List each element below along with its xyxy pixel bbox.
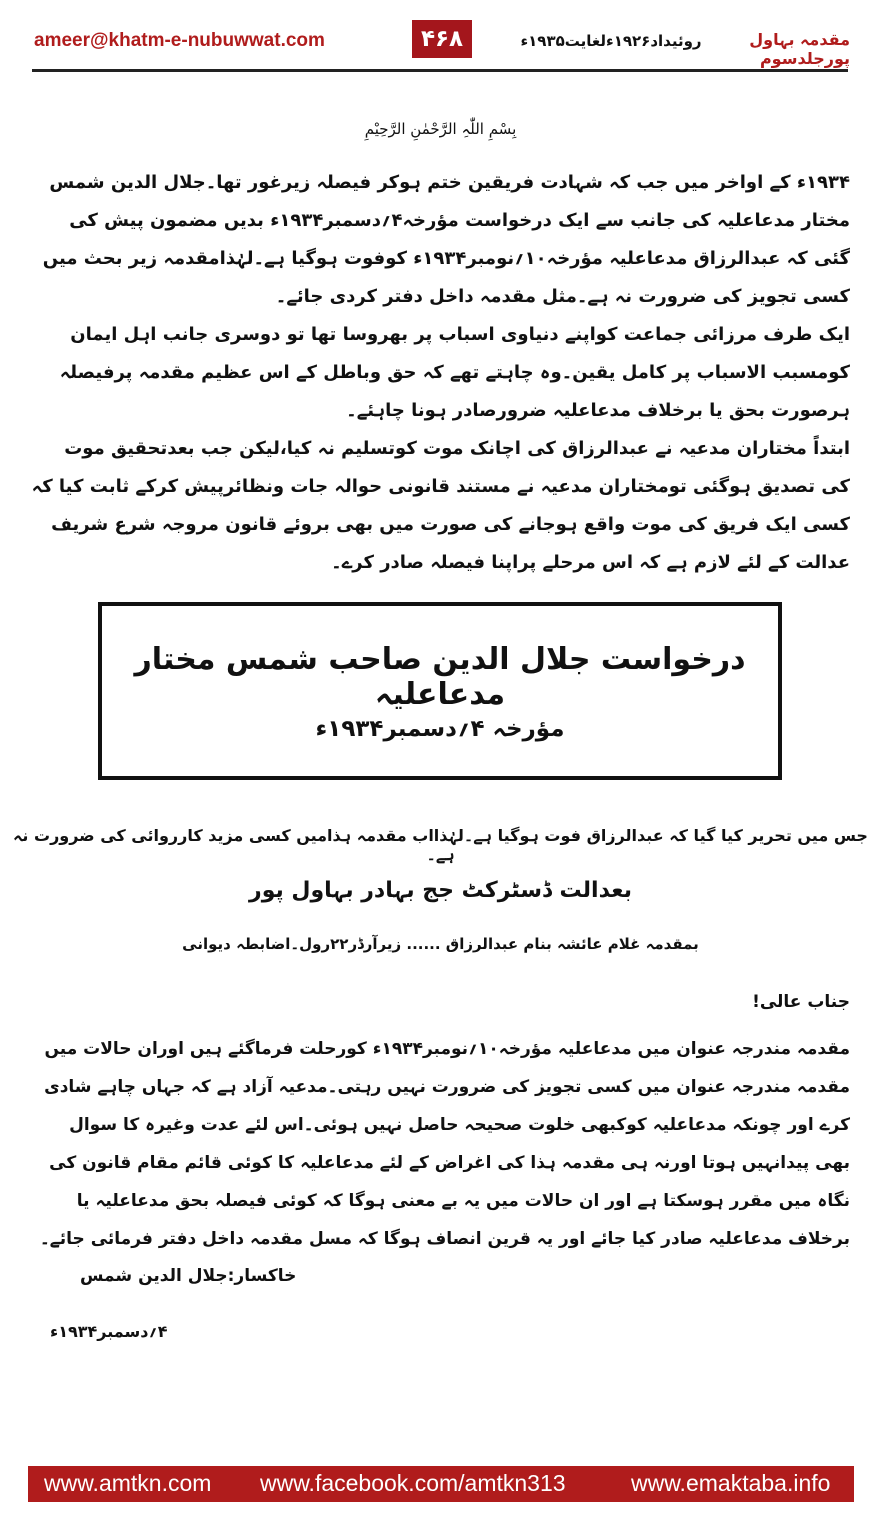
header-date-range: روئیداد۱۹۲۶ءلغایت۱۹۳۵ء — [520, 32, 702, 50]
intro-section — [30, 164, 850, 582]
footer-bar — [28, 1466, 854, 1502]
footer-link-amtkn[interactable]: www.amtkn.com — [44, 1470, 212, 1496]
application-paragraph: مقدمہ مندرجہ عنوان میں مدعاعلیہ مؤرخہ۱۰؍نومبر۱۹۳۴ء کورحلت فرماگئے ہیں اوران حالات میں مقدمہ مندرجہ عنوان میں کسی تجویز کی ضرورت نہیں رہتی۔مدعیہ آزاد ہے کہ جہاں چاہے شادی کرے اور چونکہ مدعاعلیہ کوکبھی خلوت صحیحہ حاصل نہیں ہوئی۔اس لئے عدت وغیرہ کا سوال بھی پیدانہیں ہوتا اورنہ ہی مقدمہ ہذا کی اغراض کے لئے مدعاعلیہ کا کوئی قائم مقام قانون کی نگاہ میں مقرر ہوسکتا ہے اور ان حالات میں یہ بے معنی ہوگا کہ کوئی فیصلہ بحق مدعاعلیہ یا برخلاف مدعاعلیہ صادر کیا جائے اور یہ قرین انصاف ہوگا کہ مسل مقدمہ داخل دفتر فرمائی جائے۔ — [39, 1039, 850, 1249]
header-divider — [32, 69, 848, 72]
page-number-badge: ۴۶۸ — [412, 20, 472, 58]
signature-date: ۴؍دسمبر۱۹۳۴ء — [50, 1322, 168, 1341]
signature: خاکسار:جلال الدین شمس — [80, 1266, 297, 1286]
email-link[interactable]: ameer@khatm-e-nubuwwat.com — [34, 30, 325, 51]
page-header — [0, 0, 881, 80]
header-book-title: مقدمہ بہاول پورجلدسوم — [749, 30, 850, 68]
application-title-box — [98, 602, 782, 780]
footer-link-emaktaba[interactable]: www.emaktaba.info — [631, 1470, 831, 1496]
intro-paragraph-3: ابتداً مختاران مدعیہ نے عبدالرزاق کی اچانک موت کوتسلیم نہ کیا،لیکن جب بعدتحقیق موت کی تصدیق ہوگئی تومختاران مدعیہ نے مستند قانونی حوالہ جات ونظائرپیش کرکے ثابت کیا کہ کسی ایک فریق کی موت واقع ہوجانے کی صورت میں بھی بروئے قانون مروجہ شرع شریف عدالت کے لئے لازم ہے کہ اس مرحلے پراپنا فیصلہ صادر کرے۔ — [31, 438, 850, 573]
case-line: بمقدمہ غلام عائشہ بنام عبدالرزاق ...... زیرآرڈر۲۲رول۔اضابطہ دیوانی — [182, 935, 699, 953]
application-title: درخواست جلال الدین صاحب شمس مختار مدعاعلیہ — [134, 642, 746, 712]
application-date: مؤرخہ ۴؍دسمبر۱۹۳۴ء — [315, 716, 565, 742]
intro-paragraph-1: ۱۹۳۴ء کے اواخر میں جب کہ شہادت فریقین ختم ہوکر فیصلہ زیرغور تھا۔جلال الدین شمس مختار مدعاعلیہ کی جانب سے ایک درخواست مؤرخہ۴؍دسمبر۱۹۳۴ء بدیں مضمون پیش کی گئی کہ عبدالرزاق مدعاعلیہ مؤرخہ۱۰؍نومبر۱۹۳۴ء کوفوت ہوگیا ہے۔لہٰذامقدمہ زیر بحث میں کسی تجویز کی ضرورت نہ ہے۔مثل مقدمہ داخل دفتر کردی جائے۔ — [42, 172, 850, 307]
court-heading: بعدالت ڈسٹرکٹ جج بہادر بہاول پور — [249, 878, 632, 903]
summary-line: جس میں تحریر کیا گیا کہ عبدالرزاق فوت ہوگیا ہے۔لہٰذااب مقدمہ ہذامیں کسی مزید کارروائی کی ضرورت نہ ہے۔ — [13, 826, 868, 864]
salutation: جناب عالی! — [752, 992, 850, 1012]
footer-link-facebook[interactable]: www.facebook.com/amtkn313 — [260, 1470, 566, 1496]
intro-paragraph-2: ایک طرف مرزائی جماعت کواپنے دنیاوی اسباب پر بھروسا تھا تو دوسری جانب اہل ایمان کومسبب الاسباب پر کامل یقین۔وہ چاہتے تھے کہ حق وباطل کے اس عظیم مقدمہ پرفیصلہ ہرصورت بحق یا برخلاف مدعاعلیہ ضرورصادر ہونا چاہئے۔ — [59, 324, 850, 421]
application-body — [30, 1030, 850, 1258]
bismillah: بِسْمِ اللّٰہِ الرَّحْمٰنِ الرَّحِیْمِ — [364, 120, 517, 138]
